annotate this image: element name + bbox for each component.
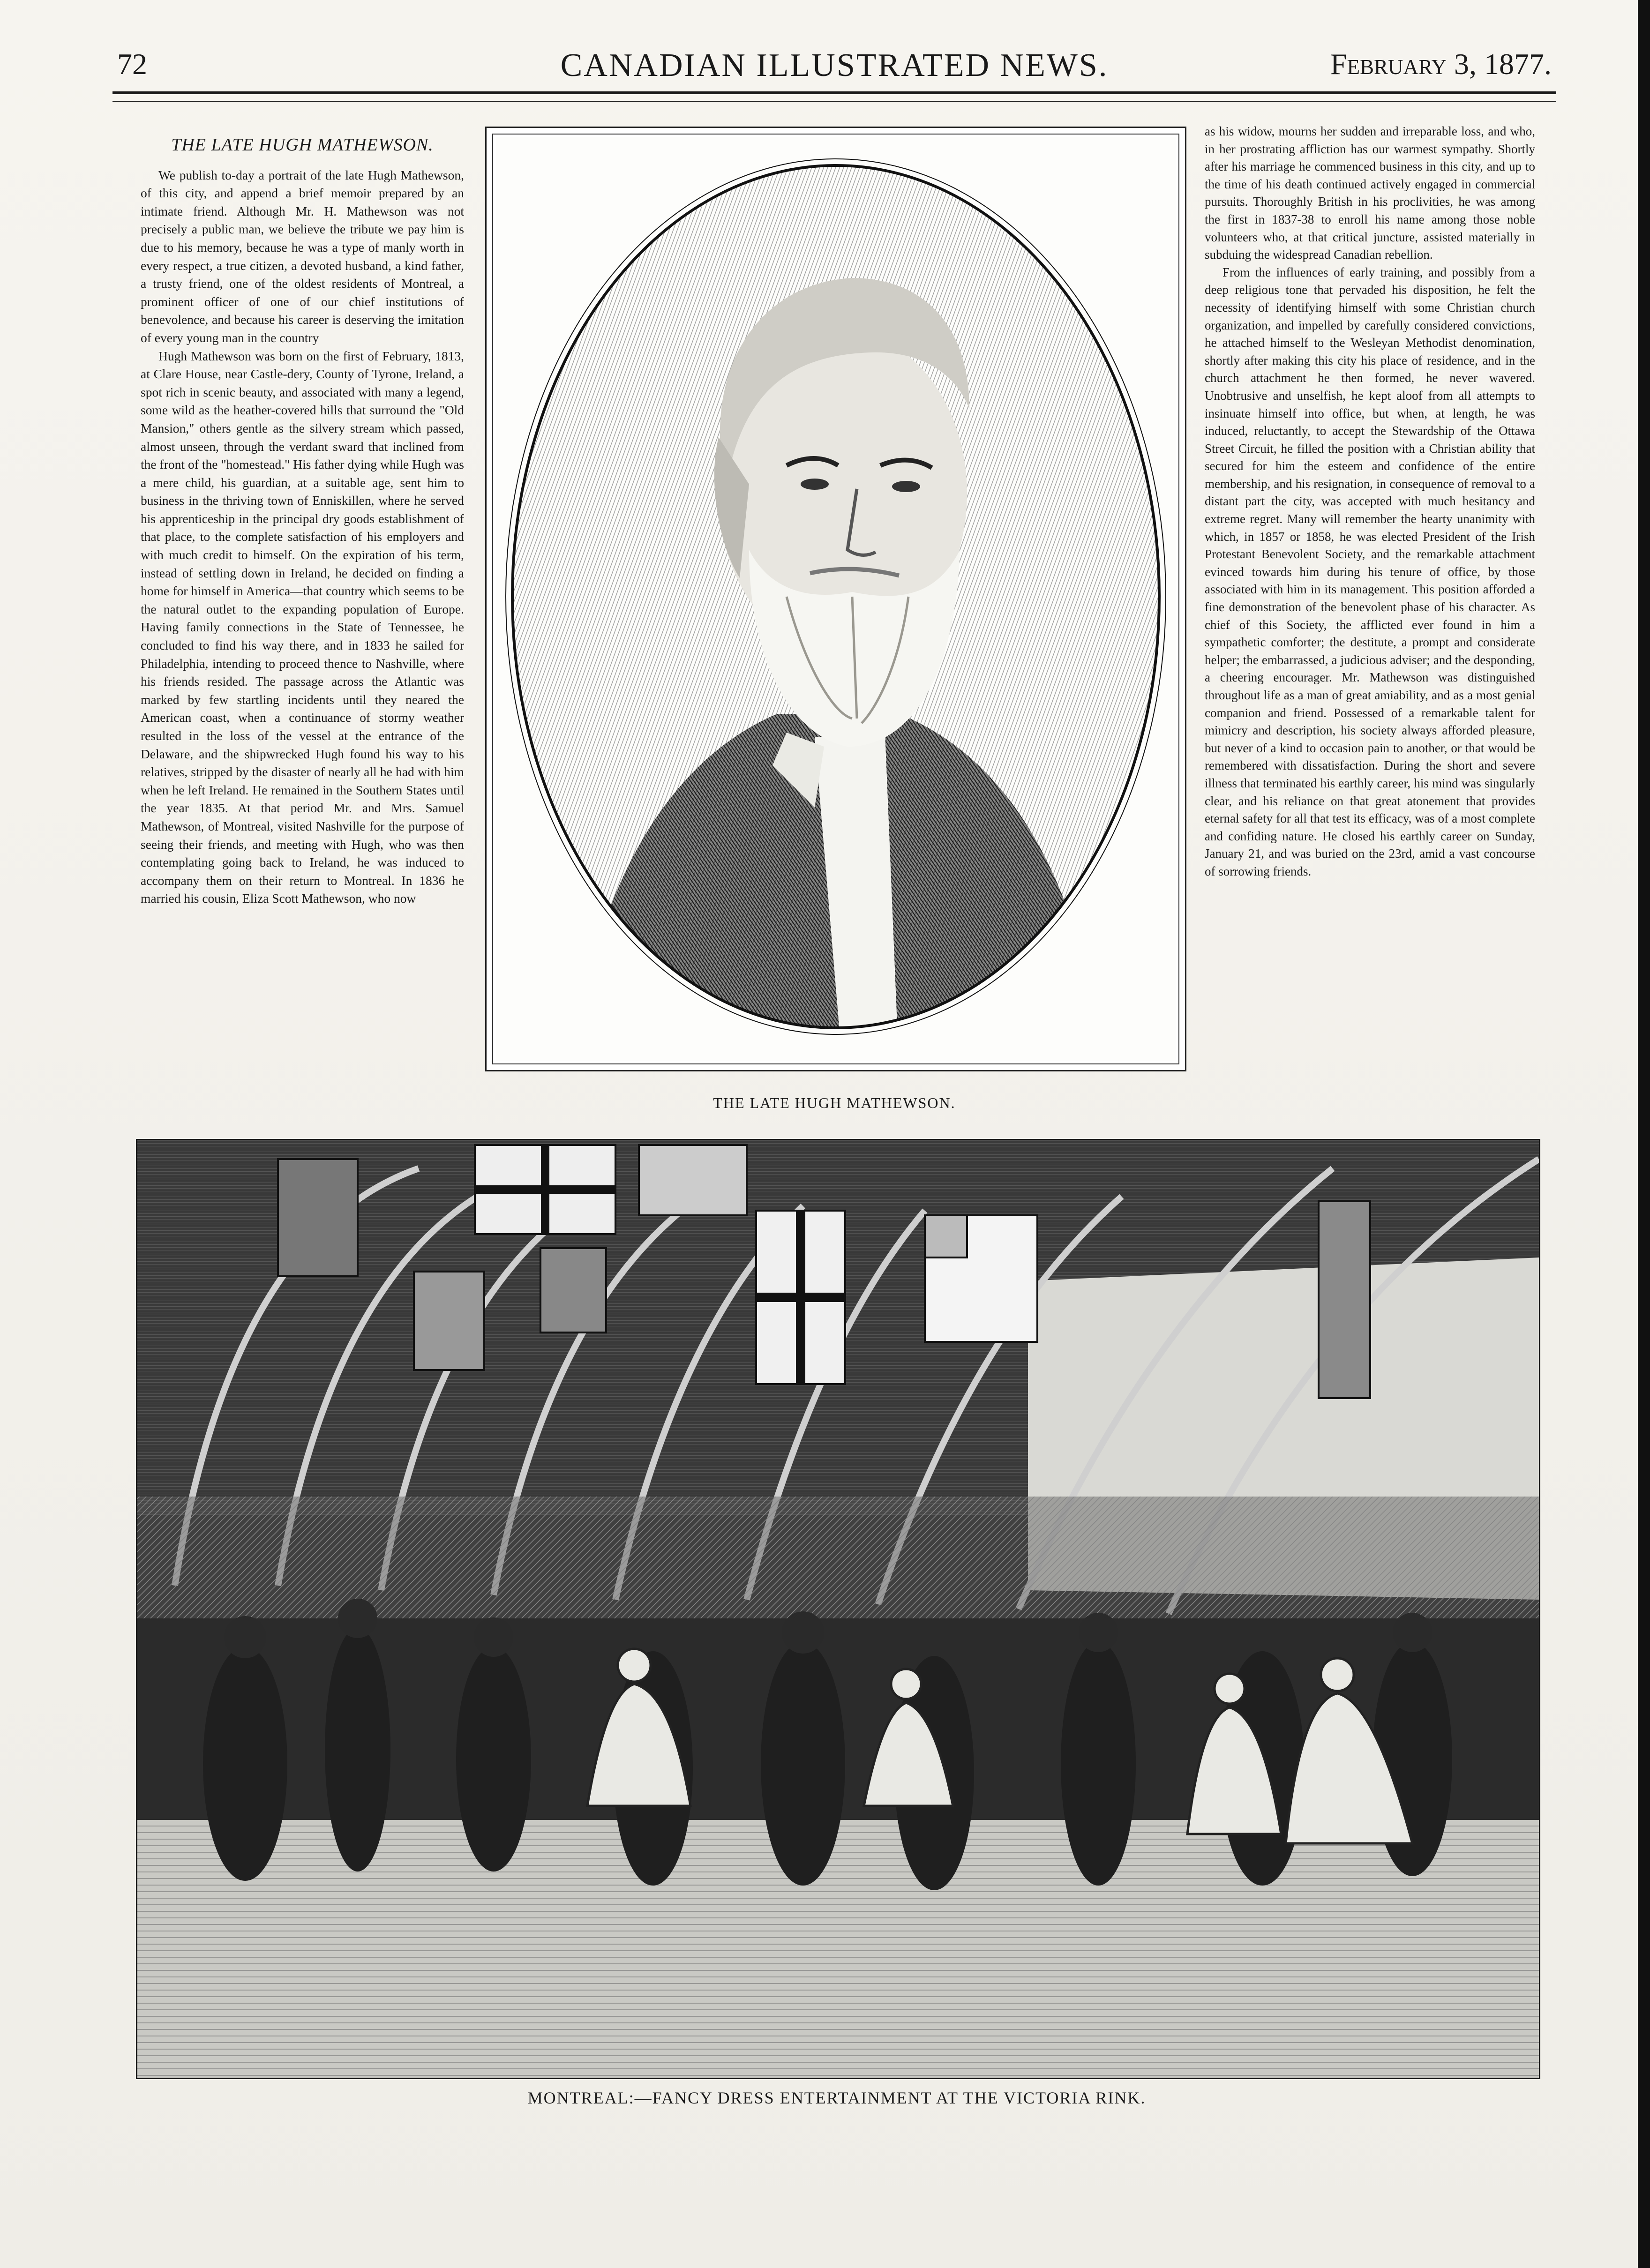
article-paragraph: Hugh Mathewson was born on the first of February, 1813, at Clare House, near Castle-dery, County of Tyrone, Ireland, a spot rich in scenic beauty, and associated with many a legend, some wild as the heather-covered hills that surround the "Old Mansion," others gentle as the silvery stream which passed, almost unseen, through the verdant sward that inclined from the front of the "homestead." His father dying while Hugh was a mere child, his guardian, at a suitable age, sent him to business in the thriving town of Enniskillen, where he served his apprenticeship in the principal dry goods establishment of that place, to the complete satisfaction of his employers and with much credit to himself. On the expiration of his term, instead of settling down in Ireland, he decided on finding a home for himself in America—that country which seems to be the natural outlet to the expanding population of Europe. Having family connections in the State of Tennessee, he concluded to find his way there, and in 1833 he sailed for Philadelphia, intending to proceed thence to Nashville, where his friends resided. The passage across the Atlantic was marked by few startling incidents until they neared the American coast, when a continuance of stormy weather resulted in the loss of the vessel at the entrance of the Delaware, and the shipwrecked Hugh found his way to his relatives, stripped by the disaster of nearly all he had with him when he left Ireland. He remained in the Southern States until the year 1835. At that period Mr. and Mrs. Samuel Mathewson, of Montreal, visited Nashville for the purpose of seeing their friends, and meeting with Hugh, who was then contemplating going back to Ireland, he was induced to accompany them on their return to Montreal. In 1836 he married his cousin, Eliza Scott Mathewson, who now [141,348,464,906]
page-number: 72 [117,47,147,81]
portrait-caption: THE LATE HUGH MATHEWSON. [713,1094,956,1111]
page-edge-shadow [1638,0,1650,2268]
rink-caption: MONTREAL:—FANCY DRESS ENTERTAINMENT AT THE VICTORIA RINK. [527,2088,1146,2107]
page-header [117,47,1552,91]
article-column-right [1205,123,1535,881]
article-paragraph: From the influences of early training, and possibly from a deep religious tone that pervaded his disposition, he felt the necessity of identifying himself with some Christian church organization, and impelled by carefully considered convictions, he attached himself to the Wesleyan Methodist denomination, shortly after making this city his place of residence, and in the church attachment he then formed, he never wavered. Unobtrusive and unselfish, he kept aloof from all attempts to insinuate himself into office, but when, at length, he was induced, reluctantly, to accept the Stewardship of the Ottawa Street Circuit, he filled the position with a Christian ability that secured for him the esteem and confidence of the entire membership, and his resignation, in consequence of removal to a distant part the city, was accepted with much hesitancy and extreme regret. Many will remember the hearty unanimity with which, in 1857 or 1858, he was elected President of the Irish Protestant Benevolent Society, and the remarkable attachment evinced towards him during his tenure of office, by those associated with him in its management. This position afforded a fine demonstration of the benevolent phase of his character. As chief of this Society, the afflicted ever found in him a sympathetic comforter; the destitute, a prompt and considerate helper; the embarrassed, a judicious adviser; and the desponding, a cheering encourager. Mr. Mathewson was distinguished throughout life as a man of great amiability, and as a most genial companion and friend. Possessed of a remarkable talent for mimicry and description, his society always afforded pleasure, but never of a kind to occasion pain to another, or that would be remembered with dissatisfaction. During the short and severe illness that terminated his earthly career, his mind was singularly clear, and his reliance on that great atonement that provides eternal safety for all that test its efficacy, was of a most complete and confiding nature. He closed his earthly career on Sunday, January 21, and was buried on the 23rd, amid a vast concourse of sorrowing friends. [1205,265,1535,878]
portrait-engraving [485,127,1186,1071]
rink-illustration [137,1140,1539,2078]
article-paragraph: We publish to-day a portrait of the late Hugh Mathewson, of this city, and append a brief memoir prepared by an intimate friend. Although Mr. H. Mathewson was not precisely a public man, we believe the tribute we pay him is due to his memory, because he was a type of manly worth in every respect, a true citizen, a devoted husband, a kind father, a trusty friend, one of the oldest residents of Montreal, a prominent officer of one of our chief institutions of benevolence, and because his career is deserving the imitation of every young man in the country [141,167,464,345]
portrait-illustration [487,128,1185,1070]
issue-date: February 3, 1877. [1330,47,1552,81]
masthead: CANADIAN ILLUSTRATED NEWS. [560,47,1109,83]
article-paragraph: as his widow, mourns her sudden and irreparable loss, and who, in her prostrating affliction has our warmest sympathy. Shortly after his marriage he commenced business in this city, and up to the time of his death continued actively engaged in commercial pursuits. Thoroughly British in his proclivities, he was among the first in 1837-38 to enroll his name among those noble volunteers who, at that critical juncture, assisted materially in subduing the widespread Canadian rebellion. [1205,124,1535,262]
article-title: THE LATE HUGH MATHEWSON. [171,135,434,155]
article-column-left [141,136,464,908]
header-rule [112,91,1556,102]
rink-engraving [136,1139,1540,2079]
